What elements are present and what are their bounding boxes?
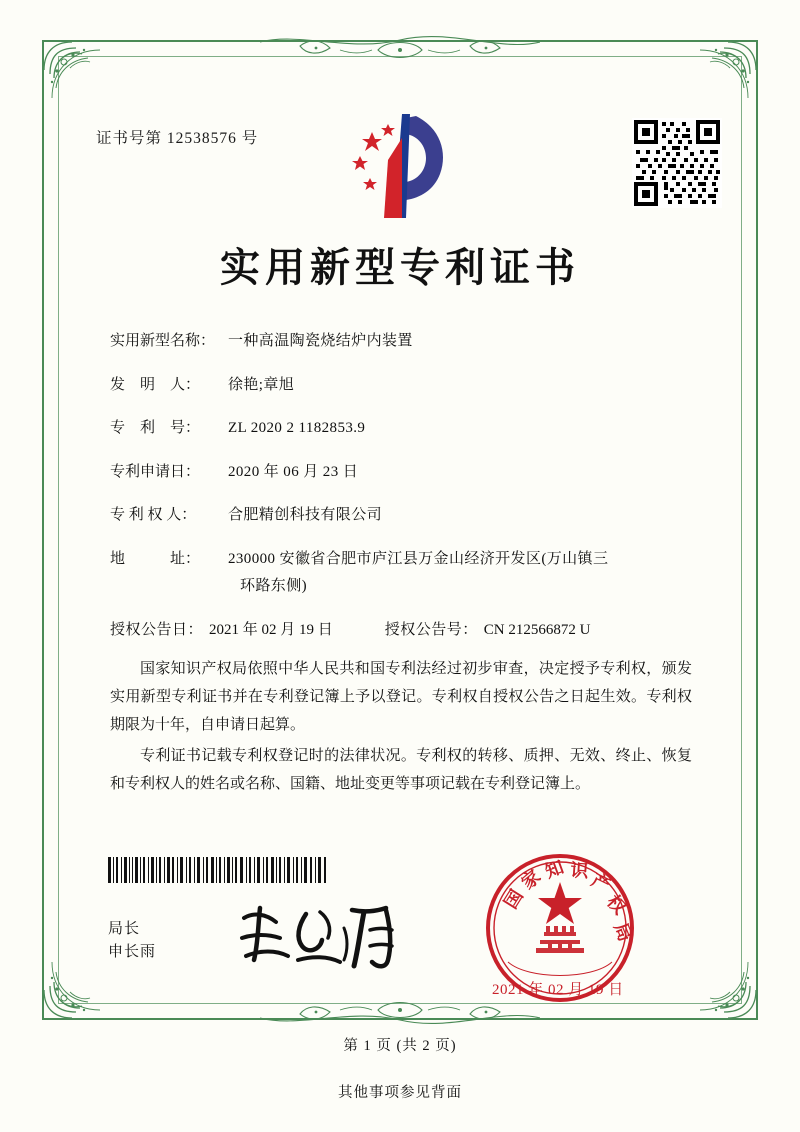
svg-text:国: 国 (500, 886, 527, 913)
field-value: 合肥精创科技有限公司 (228, 507, 383, 523)
field-label: 实用新型名称： (110, 333, 216, 349)
field-grant-announcement (110, 619, 710, 642)
director-signature (236, 898, 426, 978)
barcode (108, 857, 328, 883)
field-value: 徐艳;章旭 (228, 376, 295, 393)
seal-date: 2021 年 02 月 19 日 (492, 982, 624, 998)
svg-text:局: 局 (610, 920, 636, 945)
field-utility-model-name (110, 330, 710, 353)
svg-text:权: 权 (603, 891, 630, 919)
director-title: 局长 (108, 921, 141, 937)
cnipa-logo (344, 112, 462, 224)
field-patent-number (110, 417, 710, 440)
field-value: ZL 2020 2 1182853.9 (228, 420, 366, 436)
field-label: 专利申请日： (110, 463, 201, 480)
footer-note: 其他事项参见背面 (338, 1085, 462, 1101)
field-value: 2020 年 06 月 23 日 (228, 463, 359, 480)
certificate-number: 证书号第 12538576 号 (96, 130, 259, 147)
grant-number-value: CN 212566872 U (483, 621, 591, 638)
field-value (228, 548, 710, 598)
field-application-date (110, 461, 710, 484)
page-number: 第 1 页 (共 2 页) (343, 1038, 457, 1054)
page-title: 实用新型专利证书 (220, 245, 580, 290)
field-inventor (110, 374, 710, 397)
director-block (108, 918, 156, 965)
paragraph-1: 国家知识产权局依照中华人民共和国专利法经过初步审查，决定授予专利权，颁发实用新型专利证书并在专利登记簿上予以登记。专利权自授权公告之日起生效。专利权期限为十年，自申请日起算。 (110, 661, 692, 733)
svg-text:家: 家 (517, 866, 545, 894)
grant-date-value: 2021 年 02 月 19 日 (209, 621, 333, 638)
grant-number-label: 授权公告号： (384, 621, 478, 638)
field-label: 专 利 号： (110, 420, 201, 436)
certificate-fields (110, 330, 710, 647)
edge-ornament-top (260, 36, 540, 70)
svg-text:识: 识 (569, 860, 590, 882)
field-patentee (110, 504, 710, 527)
paragraph-2: 专利证书记载专利权登记时的法律状况。专利权的转移、质押、无效、终止、恢复和专利权人的姓名或名称、国籍、地址变更等事项记载在专利登记簿上。 (110, 748, 692, 792)
field-label: 专 利 权 人： (110, 507, 197, 523)
field-address (110, 548, 710, 598)
field-value: 一种高温陶瓷烧结炉内装置 (228, 333, 413, 349)
field-label: 发 明 人： (110, 376, 201, 393)
field-value-line2: 环路东侧) (240, 578, 307, 594)
grant-date-label: 授权公告日： (110, 621, 204, 638)
svg-text:知: 知 (542, 856, 567, 882)
field-value-line1: 230000 安徽省合肥市庐江县万金山经济开发区(万山镇三 (228, 550, 609, 567)
qr-code (632, 118, 722, 208)
svg-text:产: 产 (588, 869, 614, 896)
legal-text (110, 656, 692, 803)
director-name: 申长雨 (108, 944, 157, 961)
field-label: 地 址： (110, 550, 201, 567)
